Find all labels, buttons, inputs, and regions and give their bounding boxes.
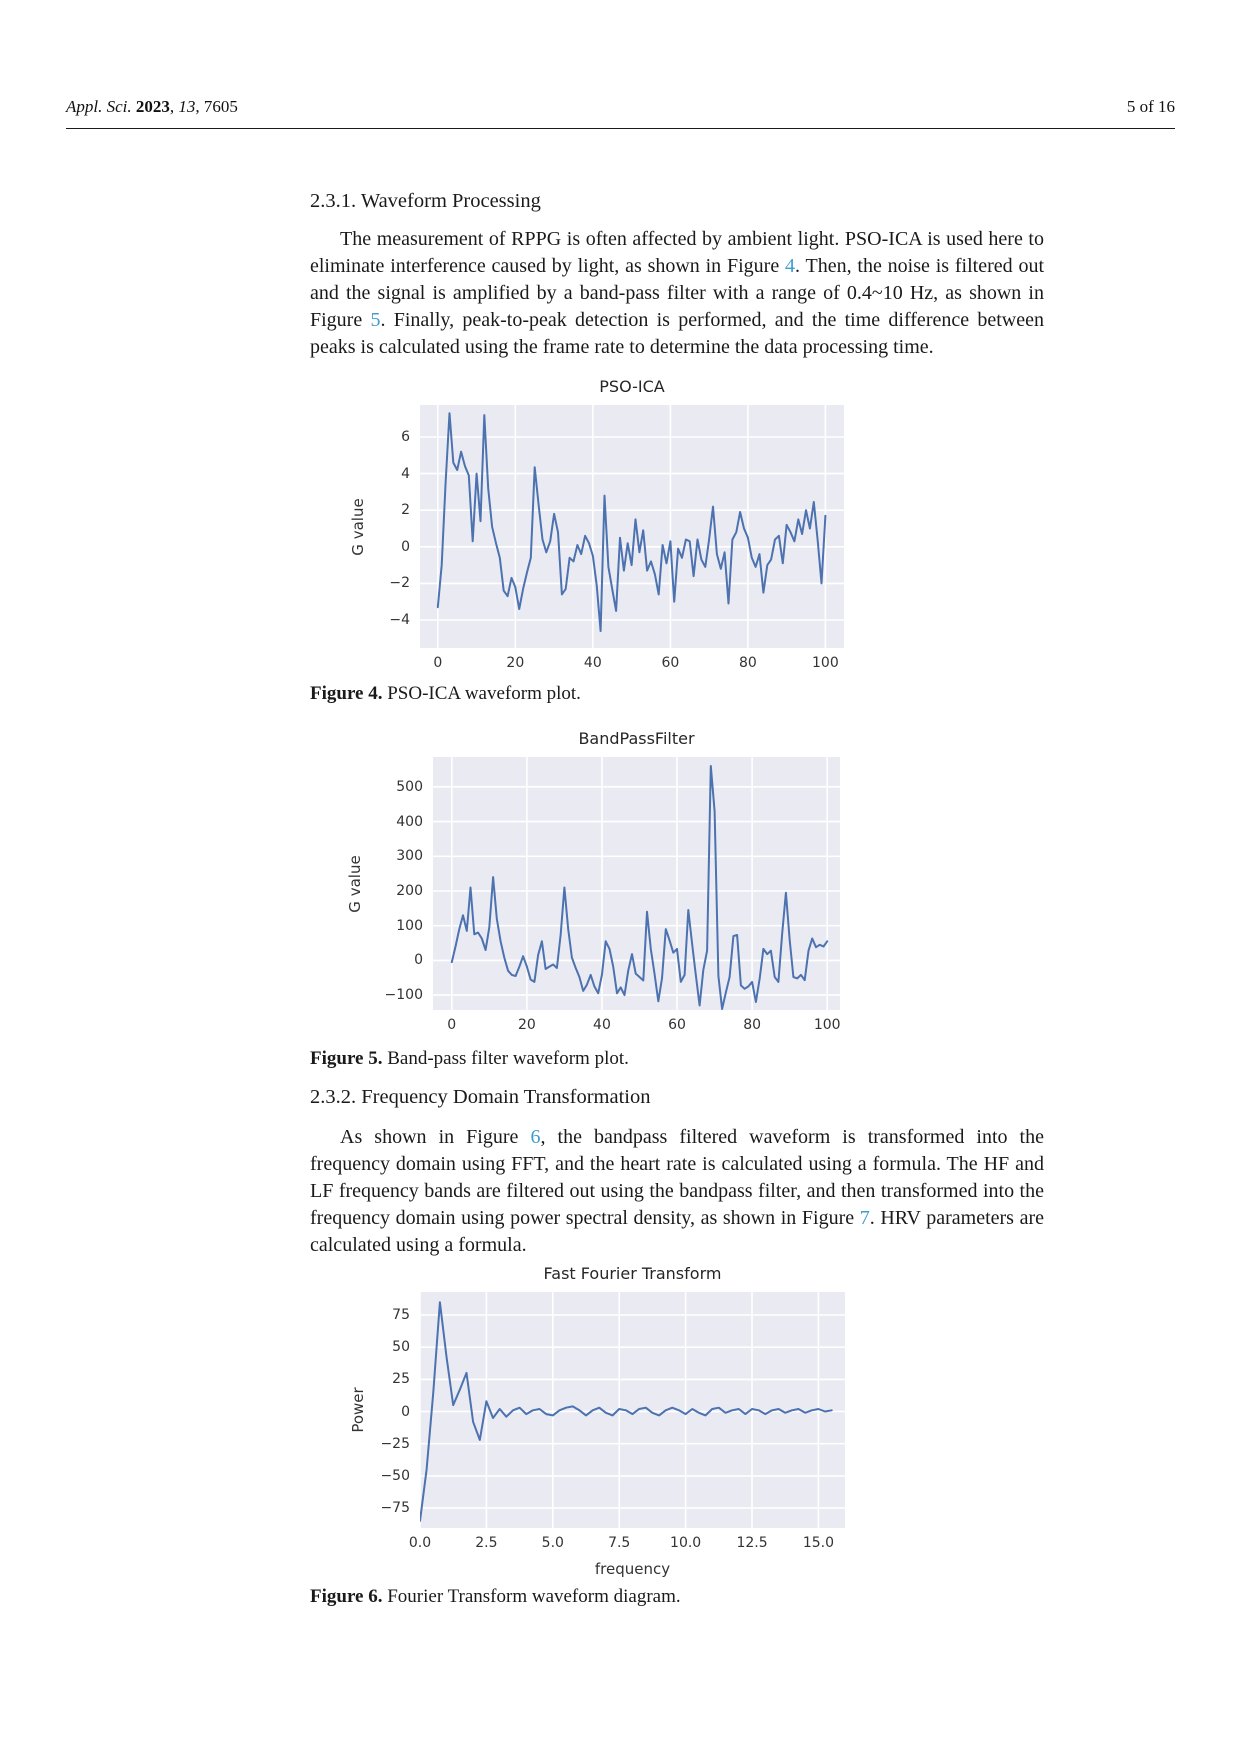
figure-reference-link[interactable]: 7 [859, 1207, 870, 1229]
figure4-caption [310, 683, 1044, 705]
figure4-chart-pso-ica [349, 377, 844, 671]
figure4-caption-label: Figure 4. [310, 683, 383, 704]
y-tick-label: −75 [380, 1500, 410, 1517]
plot-area [420, 1292, 845, 1528]
journal-citation: Appl. Sci. 2023, 13, 7605 [66, 97, 238, 116]
chart-title: Fast Fourier Transform [543, 1264, 722, 1283]
figure-reference-link[interactable]: 6 [530, 1126, 541, 1148]
y-tick-label: 25 [392, 1371, 410, 1388]
figure5-caption-text: Band-pass filter waveform plot. [382, 1048, 629, 1069]
y-axis-label: Power [349, 1387, 367, 1433]
y-tick-label: 100 [396, 917, 423, 934]
x-tick-label: 20 [517, 1017, 536, 1033]
y-tick-label: −4 [389, 612, 410, 628]
paragraph-232 [310, 1124, 1044, 1259]
x-tick-label: 80 [743, 1017, 762, 1033]
y-tick-label: 500 [396, 778, 423, 795]
x-tick-label: 10.0 [670, 1535, 702, 1551]
figure4-caption-text: PSO-ICA waveform plot. [382, 683, 581, 704]
x-tick-label: 40 [583, 655, 602, 671]
y-tick-label: 6 [401, 429, 410, 446]
y-tick-label: −25 [380, 1435, 410, 1452]
y-tick-label: 200 [396, 882, 423, 899]
y-tick-label: 400 [396, 813, 423, 830]
y-axis-label: G value [346, 854, 364, 913]
plot-area [420, 405, 844, 648]
y-tick-label: −100 [384, 987, 423, 1004]
chart-title: PSO-ICA [599, 377, 665, 396]
y-tick-label: 0 [414, 952, 423, 969]
y-tick-label: −2 [389, 575, 410, 592]
paragraph-231 [310, 226, 1044, 361]
figure-reference-link[interactable]: 4 [785, 255, 796, 277]
x-tick-label: 2.5 [475, 1535, 498, 1551]
y-tick-label: 2 [401, 502, 410, 519]
y-tick-label: 0 [401, 1403, 410, 1420]
section-heading-231: 2.3.1. Waveform Processing [310, 190, 541, 212]
x-tick-label: 0 [447, 1017, 457, 1033]
journal-volume: 13 [178, 97, 196, 116]
journal-name: Appl. Sci. [66, 97, 132, 116]
y-axis-label: G value [349, 497, 367, 556]
journal-year: 2023 [135, 97, 170, 116]
x-tick-label: 0.0 [408, 1535, 432, 1551]
figure5-caption-label: Figure 5. [310, 1048, 383, 1069]
y-tick-label: 4 [401, 465, 410, 482]
paragraph-text: . HRV parameters are calculated using a formula. [310, 1207, 1044, 1256]
figure6-caption-text: Fourier Transform waveform diagram. [382, 1586, 681, 1607]
header-rule [66, 128, 1175, 129]
y-tick-label: −50 [380, 1467, 410, 1484]
x-tick-label: 0 [433, 655, 443, 671]
x-tick-label: 20 [506, 655, 525, 671]
y-tick-label: 300 [396, 848, 423, 865]
y-tick-label: 0 [401, 538, 410, 555]
x-tick-label: 80 [738, 655, 757, 671]
paragraph-text: As shown in Figure [340, 1126, 531, 1148]
plot-area [433, 757, 840, 1010]
figure6-chart-fft [349, 1264, 845, 1578]
page-header [66, 97, 1175, 117]
paragraph-text: . Then, the noise is filtered out and the signal is amplified by a band-pass filter with a range of 0.4~10 Hz, as shown in Figure [310, 255, 1045, 331]
x-tick-label: 60 [668, 1017, 686, 1033]
paragraph-text: The measurement of RPPG is often affected by ambient light. PSO-ICA is used here to eliminate interference caused by light, as shown in Figure [310, 228, 1044, 277]
chart-title: BandPassFilter [578, 729, 695, 748]
paragraph-text: . Finally, peak-to-peak detection is performed, and the time difference between peaks is calculated using the frame rate to determine the data processing time. [310, 309, 1044, 358]
y-tick-label: 75 [392, 1307, 410, 1324]
paragraph-text: , the bandpass filtered waveform is transformed into the frequency domain using FFT, and the heart rate is calculated using a formula. The HF and LF frequency bands are filtered out using the bandpass filter, and then transformed into the frequency domain using power spectral density, as shown in Figure [310, 1126, 1044, 1229]
figure5-caption [310, 1048, 1044, 1070]
x-tick-label: 40 [593, 1017, 611, 1033]
x-axis-label: frequency [594, 1560, 671, 1578]
figure6-caption [310, 1586, 1044, 1608]
figure6-caption-label: Figure 6. [310, 1586, 383, 1607]
x-tick-label: 100 [813, 1017, 841, 1033]
figure-reference-link[interactable]: 5 [370, 309, 381, 331]
section-heading-232: 2.3.2. Frequency Domain Transformation [310, 1086, 651, 1108]
x-tick-label: 12.5 [736, 1535, 768, 1551]
page-number: 5 of 16 [1126, 97, 1175, 116]
x-tick-label: 5.0 [541, 1535, 564, 1551]
x-tick-label: 60 [661, 655, 680, 671]
x-tick-label: 7.5 [608, 1535, 631, 1551]
figure5-chart-bandpassfilter [346, 729, 841, 1033]
y-tick-label: 50 [392, 1339, 410, 1356]
x-tick-label: 15.0 [802, 1535, 835, 1551]
x-tick-label: 100 [812, 655, 839, 671]
